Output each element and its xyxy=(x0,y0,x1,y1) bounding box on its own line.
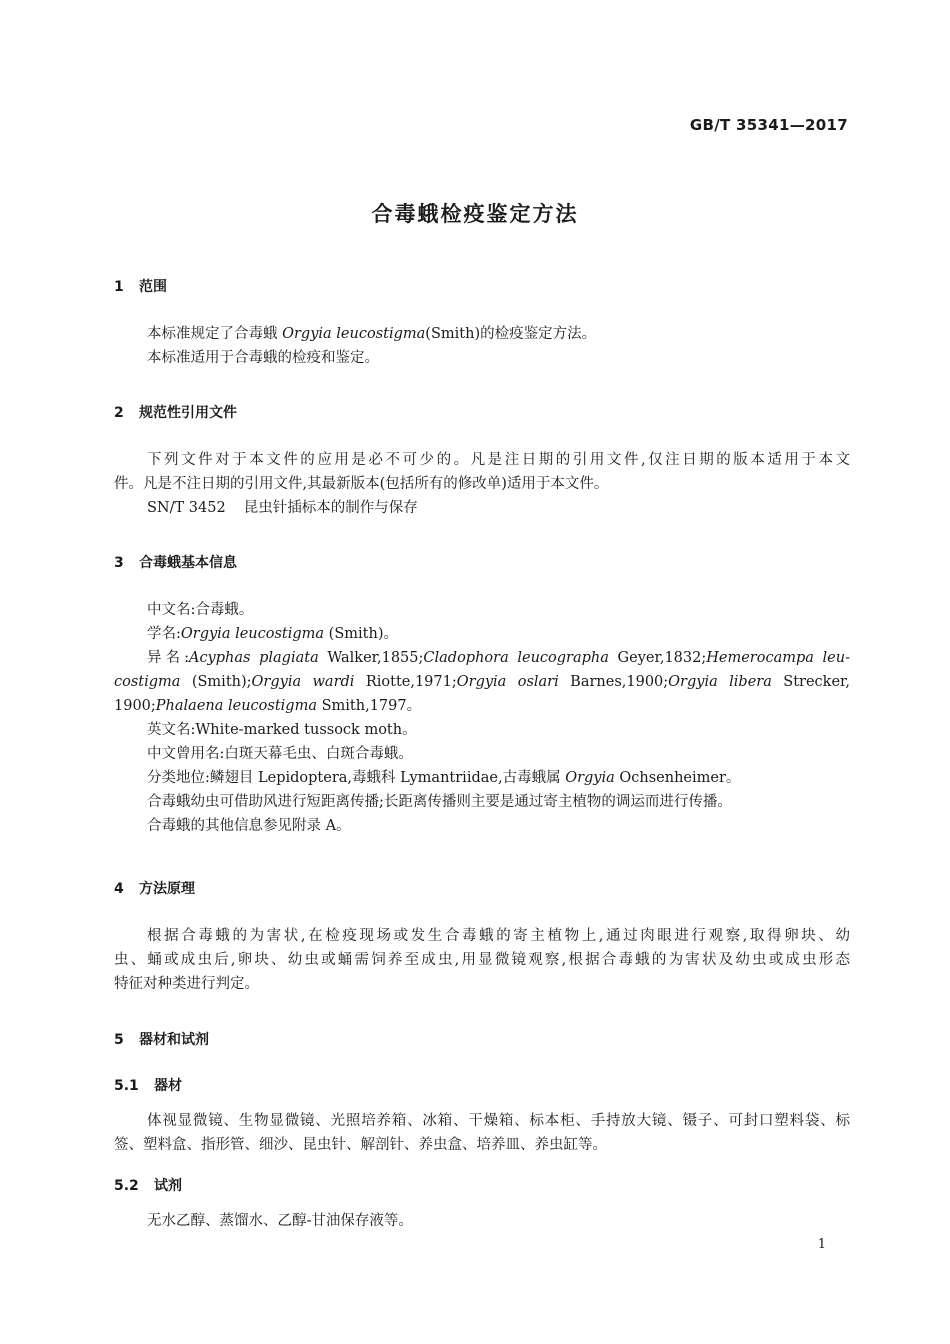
chinese-name: 中文名:合毒蛾。 xyxy=(147,602,254,618)
latin-name: Orgyia xyxy=(565,770,615,786)
label: 异名: xyxy=(147,650,189,666)
reference-title: 昆虫针插标本的制作与保存 xyxy=(243,500,418,516)
section-title: 器材和试剂 xyxy=(139,1032,209,1048)
paragraph-line: 虫、蛹或成虫后,卵块、幼虫或蛹需饲养至成虫,用显微镜观察,根据合毒蛾的为害状及幼虫或成虫形态 xyxy=(114,952,850,968)
standard-code: GB/T 35341—2017 xyxy=(689,116,848,134)
text: (Smith)的检疫鉴定方法。 xyxy=(425,326,597,342)
latin-name: Phalaena leucostigma xyxy=(155,698,317,714)
page-number: 1 xyxy=(817,1237,826,1252)
section-title: 器材 xyxy=(154,1078,182,1094)
latin-name: Cladophora leucographa xyxy=(423,650,609,666)
section-3-heading xyxy=(114,552,237,572)
section-title: 合毒蛾基本信息 xyxy=(139,555,237,571)
author: Smith,1797。 xyxy=(316,698,422,714)
section-number: 3 xyxy=(114,555,124,571)
section-1-body xyxy=(114,322,850,370)
label: 学名: xyxy=(147,626,181,642)
section-5-1-body xyxy=(114,1109,850,1157)
synonyms-line-3 xyxy=(114,694,850,718)
latin-name: Orgyia wardi xyxy=(251,674,355,690)
author: Walker,1855; xyxy=(318,650,424,666)
section-5-2-body xyxy=(114,1209,850,1233)
section-4-body xyxy=(114,924,850,996)
paragraph-line: 下列文件对于本文件的应用是必不可少的。凡是注日期的引用文件,仅注日期的版本适用于本文 xyxy=(147,452,850,468)
year: 1900; xyxy=(114,698,156,714)
paragraph: 本标准适用于合毒蛾的检疫和鉴定。 xyxy=(147,350,379,366)
paragraph-line: 根据合毒蛾的为害状,在检疫现场或发生合毒蛾的寄主植物上,通过肉眼进行观察,取得卵块、幼 xyxy=(147,928,850,944)
paragraph xyxy=(114,322,850,346)
former-chinese-name: 中文曾用名:白斑天幕毛虫、白斑合毒蛾。 xyxy=(147,746,413,762)
paragraph-line: 体视显微镜、生物显微镜、光照培养箱、冰箱、干燥箱、标本柜、手持放大镜、镊子、可封口塑料袋、标 xyxy=(147,1113,850,1129)
section-title: 规范性引用文件 xyxy=(139,405,237,421)
author: Barnes,1900; xyxy=(558,674,669,690)
author: (Smith); xyxy=(180,674,252,690)
latin-name: Orgyia leucostigma xyxy=(180,626,325,642)
text: (Smith)。 xyxy=(324,626,398,642)
section-number: 5 xyxy=(114,1032,124,1048)
text: 本标准规定了合毒蛾 xyxy=(147,326,283,342)
normative-reference xyxy=(114,496,850,520)
synonyms-line-1 xyxy=(114,646,850,670)
scientific-name xyxy=(114,622,850,646)
text: 分类地位:鳞翅目 Lepidoptera,毒蛾科 Lymantriidae,古毒蛾属 xyxy=(147,770,566,786)
author: Strecker, xyxy=(771,674,850,690)
reference-code: SN/T 3452 xyxy=(147,500,226,516)
section-number: 2 xyxy=(114,405,124,421)
section-5-heading xyxy=(114,1029,209,1049)
section-title: 范围 xyxy=(139,279,167,295)
latin-name: Acyphas plagiata xyxy=(188,650,319,666)
author: Riotte,1971; xyxy=(354,674,457,690)
section-number: 1 xyxy=(114,279,124,295)
section-title: 试剂 xyxy=(154,1178,182,1194)
section-number: 5.2 xyxy=(114,1178,139,1194)
paragraph-line: 签、塑料盒、指形管、细沙、昆虫针、解剖针、养虫盒、培养皿、养虫缸等。 xyxy=(114,1137,607,1153)
latin-name: costigma xyxy=(114,674,181,690)
section-4-heading xyxy=(114,878,195,898)
other-info: 合毒蛾的其他信息参见附录 A。 xyxy=(147,818,351,834)
text: Ochsenheimer。 xyxy=(614,770,741,786)
paragraph-line: 无水乙醇、蒸馏水、乙醇-甘油保存液等。 xyxy=(147,1213,413,1229)
latin-name: Orgyia oslari xyxy=(456,674,559,690)
section-5-1-heading xyxy=(114,1075,182,1095)
paragraph-line: 件。凡是不注日期的引用文件,其最新版本(包括所有的修改单)适用于本文件。 xyxy=(114,476,609,492)
section-2-heading xyxy=(114,402,237,422)
section-1-heading xyxy=(114,276,167,296)
latin-name: Hemerocampa leu- xyxy=(706,650,850,666)
latin-name: Orgyia libera xyxy=(668,674,772,690)
latin-name: Orgyia leucostigma xyxy=(282,326,426,342)
synonyms-line-2 xyxy=(114,670,850,694)
spread-info: 合毒蛾幼虫可借助风进行短距离传播;长距离传播则主要是通过寄主植物的调运而进行传播。 xyxy=(147,794,732,810)
section-5-2-heading xyxy=(114,1175,182,1195)
section-2-body xyxy=(114,448,850,520)
english-name: 英文名:White-marked tussock moth。 xyxy=(147,722,417,738)
section-3-body xyxy=(114,598,850,838)
paragraph-line: 特征对种类进行判定。 xyxy=(114,976,259,992)
section-number: 4 xyxy=(114,881,124,897)
section-title: 方法原理 xyxy=(139,881,195,897)
section-number: 5.1 xyxy=(114,1078,139,1094)
document-title: 合毒蛾检疫鉴定方法 xyxy=(371,202,579,226)
author: Geyer,1832; xyxy=(608,650,707,666)
taxonomic-position xyxy=(114,766,850,790)
